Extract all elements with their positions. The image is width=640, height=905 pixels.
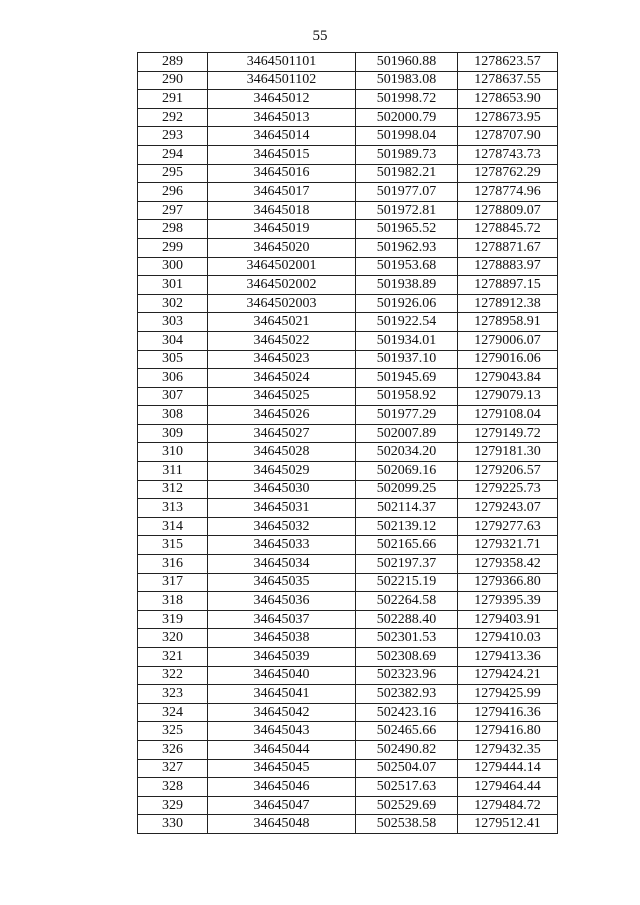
y-coordinate-cell: 1279432.35 [458,740,558,759]
row-index-cell: 318 [138,592,208,611]
row-index-cell: 321 [138,648,208,667]
table-row [138,369,558,388]
y-coordinate-cell: 1279206.57 [458,462,558,481]
point-id-cell: 34645016 [208,164,356,183]
table-row [138,778,558,797]
table-row [138,257,558,276]
row-index-cell: 304 [138,331,208,350]
point-id-cell: 34645013 [208,108,356,127]
point-id-cell: 3464502003 [208,294,356,313]
point-id-cell: 34645019 [208,220,356,239]
row-index-cell: 312 [138,480,208,499]
x-coordinate-cell: 501977.07 [356,183,458,202]
row-index-cell: 295 [138,164,208,183]
table-row [138,703,558,722]
row-index-cell: 305 [138,350,208,369]
point-id-cell: 34645024 [208,369,356,388]
row-index-cell: 297 [138,201,208,220]
y-coordinate-cell: 1278883.97 [458,257,558,276]
row-index-cell: 310 [138,443,208,462]
point-id-cell: 34645047 [208,796,356,815]
x-coordinate-cell: 501953.68 [356,257,458,276]
row-index-cell: 292 [138,108,208,127]
y-coordinate-cell: 1279108.04 [458,406,558,425]
x-coordinate-cell: 501958.92 [356,387,458,406]
point-id-cell: 34645025 [208,387,356,406]
table-row [138,722,558,741]
y-coordinate-cell: 1279079.13 [458,387,558,406]
point-id-cell: 34645014 [208,127,356,146]
y-coordinate-cell: 1278637.55 [458,71,558,90]
table-row [138,555,558,574]
point-id-cell: 34645037 [208,610,356,629]
row-index-cell: 329 [138,796,208,815]
y-coordinate-cell: 1279413.36 [458,648,558,667]
x-coordinate-cell: 502382.93 [356,685,458,704]
x-coordinate-cell: 501960.88 [356,53,458,72]
x-coordinate-cell: 502301.53 [356,629,458,648]
point-id-cell: 34645035 [208,573,356,592]
x-coordinate-cell: 501983.08 [356,71,458,90]
point-id-cell: 34645018 [208,201,356,220]
row-index-cell: 289 [138,53,208,72]
y-coordinate-cell: 1278673.95 [458,108,558,127]
y-coordinate-cell: 1279149.72 [458,424,558,443]
row-index-cell: 311 [138,462,208,481]
x-coordinate-cell: 501922.54 [356,313,458,332]
point-id-cell: 34645023 [208,350,356,369]
x-coordinate-cell: 501962.93 [356,238,458,257]
y-coordinate-cell: 1278743.73 [458,145,558,164]
x-coordinate-cell: 501965.52 [356,220,458,239]
table-row [138,592,558,611]
row-index-cell: 324 [138,703,208,722]
x-coordinate-cell: 501982.21 [356,164,458,183]
y-coordinate-cell: 1278912.38 [458,294,558,313]
y-coordinate-cell: 1279424.21 [458,666,558,685]
y-coordinate-cell: 1279277.63 [458,517,558,536]
x-coordinate-cell: 502034.20 [356,443,458,462]
point-id-cell: 34645028 [208,443,356,462]
y-coordinate-cell: 1279016.06 [458,350,558,369]
x-coordinate-cell: 502007.89 [356,424,458,443]
point-id-cell: 34645039 [208,648,356,667]
row-index-cell: 314 [138,517,208,536]
table-row [138,406,558,425]
point-id-cell: 34645021 [208,313,356,332]
y-coordinate-cell: 1279410.03 [458,629,558,648]
table-row [138,164,558,183]
point-id-cell: 34645030 [208,480,356,499]
point-id-cell: 34645026 [208,406,356,425]
row-index-cell: 300 [138,257,208,276]
x-coordinate-cell: 501926.06 [356,294,458,313]
point-id-cell: 34645040 [208,666,356,685]
x-coordinate-cell: 502504.07 [356,759,458,778]
row-index-cell: 306 [138,369,208,388]
point-id-cell: 34645041 [208,685,356,704]
point-id-cell: 34645033 [208,536,356,555]
row-index-cell: 293 [138,127,208,146]
row-index-cell: 308 [138,406,208,425]
point-id-cell: 3464501101 [208,53,356,72]
point-id-cell: 34645017 [208,183,356,202]
row-index-cell: 325 [138,722,208,741]
y-coordinate-cell: 1279484.72 [458,796,558,815]
row-index-cell: 327 [138,759,208,778]
y-coordinate-cell: 1279395.39 [458,592,558,611]
point-id-cell: 34645044 [208,740,356,759]
table-row [138,331,558,350]
x-coordinate-cell: 502517.63 [356,778,458,797]
point-id-cell: 3464502001 [208,257,356,276]
table-row [138,276,558,295]
table-row [138,350,558,369]
x-coordinate-cell: 501937.10 [356,350,458,369]
x-coordinate-cell: 502490.82 [356,740,458,759]
table-row [138,536,558,555]
x-coordinate-cell: 502165.66 [356,536,458,555]
table-row [138,462,558,481]
point-id-cell: 34645032 [208,517,356,536]
x-coordinate-cell: 501998.04 [356,127,458,146]
x-coordinate-cell: 502423.16 [356,703,458,722]
row-index-cell: 313 [138,499,208,518]
point-id-cell: 34645038 [208,629,356,648]
x-coordinate-cell: 502264.58 [356,592,458,611]
table-row [138,183,558,202]
y-coordinate-cell: 1278958.91 [458,313,558,332]
table-row [138,480,558,499]
table-row [138,759,558,778]
x-coordinate-cell: 502099.25 [356,480,458,499]
x-coordinate-cell: 502139.12 [356,517,458,536]
x-coordinate-cell: 501972.81 [356,201,458,220]
y-coordinate-cell: 1278623.57 [458,53,558,72]
y-coordinate-cell: 1279181.30 [458,443,558,462]
table-row [138,573,558,592]
row-index-cell: 322 [138,666,208,685]
x-coordinate-cell: 502114.37 [356,499,458,518]
table-row [138,499,558,518]
table-row [138,648,558,667]
y-coordinate-cell: 1279006.07 [458,331,558,350]
x-coordinate-cell: 502308.69 [356,648,458,667]
point-id-cell: 3464501102 [208,71,356,90]
table-row [138,220,558,239]
row-index-cell: 307 [138,387,208,406]
table-row [138,294,558,313]
row-index-cell: 294 [138,145,208,164]
y-coordinate-cell: 1279425.99 [458,685,558,704]
y-coordinate-cell: 1278774.96 [458,183,558,202]
row-index-cell: 303 [138,313,208,332]
point-id-cell: 34645022 [208,331,356,350]
point-id-cell: 34645020 [208,238,356,257]
row-index-cell: 319 [138,610,208,629]
x-coordinate-cell: 501945.69 [356,369,458,388]
table-row [138,53,558,72]
y-coordinate-cell: 1279321.71 [458,536,558,555]
table-row [138,313,558,332]
y-coordinate-cell: 1279416.80 [458,722,558,741]
table-row [138,238,558,257]
point-id-cell: 34645012 [208,90,356,109]
y-coordinate-cell: 1278871.67 [458,238,558,257]
x-coordinate-cell: 502000.79 [356,108,458,127]
x-coordinate-cell: 501938.89 [356,276,458,295]
coordinates-table-body [138,53,558,834]
row-index-cell: 328 [138,778,208,797]
y-coordinate-cell: 1279366.80 [458,573,558,592]
y-coordinate-cell: 1279512.41 [458,815,558,834]
point-id-cell: 34645042 [208,703,356,722]
point-id-cell: 34645036 [208,592,356,611]
coordinates-table [137,52,558,834]
table-row [138,108,558,127]
row-index-cell: 315 [138,536,208,555]
y-coordinate-cell: 1278707.90 [458,127,558,146]
row-index-cell: 316 [138,555,208,574]
x-coordinate-cell: 502069.16 [356,462,458,481]
x-coordinate-cell: 502323.96 [356,666,458,685]
row-index-cell: 323 [138,685,208,704]
x-coordinate-cell: 502197.37 [356,555,458,574]
x-coordinate-cell: 501998.72 [356,90,458,109]
row-index-cell: 309 [138,424,208,443]
point-id-cell: 34645043 [208,722,356,741]
point-id-cell: 34645048 [208,815,356,834]
table-row [138,127,558,146]
row-index-cell: 326 [138,740,208,759]
row-index-cell: 298 [138,220,208,239]
table-row [138,629,558,648]
y-coordinate-cell: 1279225.73 [458,480,558,499]
y-coordinate-cell: 1278762.29 [458,164,558,183]
table-row [138,145,558,164]
table-row [138,796,558,815]
y-coordinate-cell: 1279444.14 [458,759,558,778]
row-index-cell: 296 [138,183,208,202]
x-coordinate-cell: 502538.58 [356,815,458,834]
table-row [138,387,558,406]
table-row [138,815,558,834]
table-row [138,740,558,759]
y-coordinate-cell: 1278809.07 [458,201,558,220]
table-row [138,685,558,704]
table-row [138,610,558,629]
page-number: 55 [312,28,328,44]
y-coordinate-cell: 1279243.07 [458,499,558,518]
y-coordinate-cell: 1279464.44 [458,778,558,797]
y-coordinate-cell: 1278897.15 [458,276,558,295]
point-id-cell: 34645031 [208,499,356,518]
row-index-cell: 330 [138,815,208,834]
table-row [138,666,558,685]
x-coordinate-cell: 501934.01 [356,331,458,350]
point-id-cell: 34645029 [208,462,356,481]
row-index-cell: 320 [138,629,208,648]
table-row [138,517,558,536]
x-coordinate-cell: 502529.69 [356,796,458,815]
x-coordinate-cell: 502215.19 [356,573,458,592]
y-coordinate-cell: 1279416.36 [458,703,558,722]
row-index-cell: 290 [138,71,208,90]
point-id-cell: 34645046 [208,778,356,797]
x-coordinate-cell: 502288.40 [356,610,458,629]
table-row [138,424,558,443]
y-coordinate-cell: 1278845.72 [458,220,558,239]
y-coordinate-cell: 1279403.91 [458,610,558,629]
table-row [138,71,558,90]
y-coordinate-cell: 1279043.84 [458,369,558,388]
table-row [138,201,558,220]
row-index-cell: 301 [138,276,208,295]
y-coordinate-cell: 1279358.42 [458,555,558,574]
point-id-cell: 3464502002 [208,276,356,295]
row-index-cell: 291 [138,90,208,109]
table-row [138,90,558,109]
x-coordinate-cell: 502465.66 [356,722,458,741]
x-coordinate-cell: 501977.29 [356,406,458,425]
y-coordinate-cell: 1278653.90 [458,90,558,109]
row-index-cell: 299 [138,238,208,257]
x-coordinate-cell: 501989.73 [356,145,458,164]
point-id-cell: 34645015 [208,145,356,164]
point-id-cell: 34645027 [208,424,356,443]
row-index-cell: 302 [138,294,208,313]
point-id-cell: 34645034 [208,555,356,574]
point-id-cell: 34645045 [208,759,356,778]
table-row [138,443,558,462]
row-index-cell: 317 [138,573,208,592]
